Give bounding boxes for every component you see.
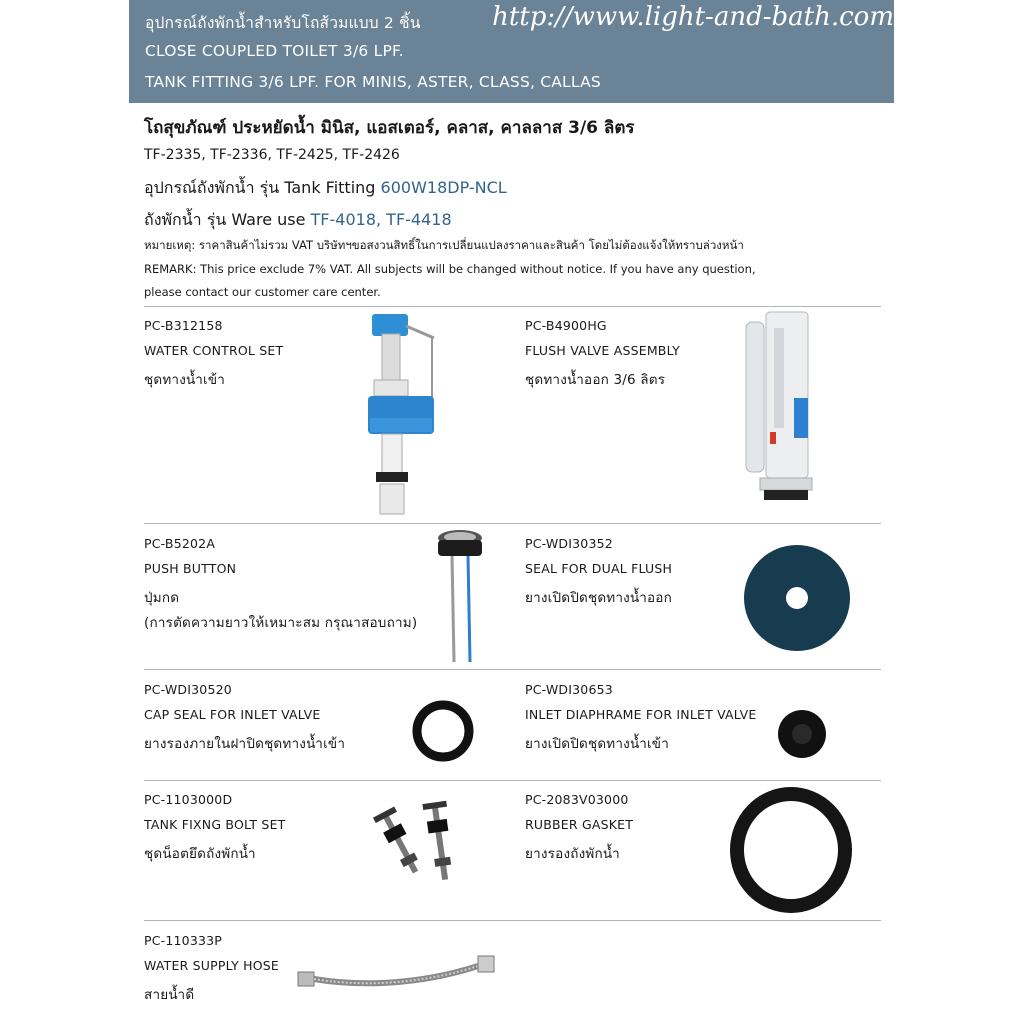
divider [144, 306, 881, 307]
cap-seal-ring-icon [411, 699, 475, 763]
header-subtitle: CLOSE COUPLED TOILET 3/6 LPF. [145, 42, 404, 60]
diaphragm-icon [775, 709, 829, 759]
product-name: TANK FIXNG BOLT SET [144, 817, 286, 832]
product-name: WATER CONTROL SET [144, 343, 284, 358]
tank-fitting-line [144, 176, 507, 201]
product-code: PC-2083V03000 [525, 792, 629, 807]
product-name: WATER SUPPLY HOSE [144, 958, 279, 973]
product-name: SEAL FOR DUAL FLUSH [525, 561, 673, 576]
product-thai-name: ชุดน็อตยึดถังพักน้ำ [144, 846, 256, 862]
product-note: (การตัดความยาวให้เหมาะสม กรุณาสอบถาม) [144, 615, 418, 631]
fill-valve-icon [360, 312, 450, 517]
product-code: PC-B5202A [144, 536, 216, 551]
product-code: PC-WDI30653 [525, 682, 613, 697]
product-thai-name: ยางเปิดปิดชุดทางน้ำออก [525, 590, 672, 606]
website-url[interactable]: http://www.light-and-bath.com [492, 2, 894, 32]
product-code: PC-110333P [144, 933, 223, 948]
divider [144, 523, 881, 524]
product-thai-name: ชุดทางน้ำเข้า [144, 372, 226, 388]
product-thai-name: สายน้ำดี [144, 987, 195, 1003]
bolt-set-icon [370, 798, 470, 884]
product-code: PC-WDI30520 [144, 682, 232, 697]
product-name: INLET DIAPHRAME FOR INLET VALVE [525, 707, 757, 722]
product-name: FLUSH VALVE ASSEMBLY [525, 343, 680, 358]
product-name: CAP SEAL FOR INLET VALVE [144, 707, 321, 722]
divider [144, 920, 881, 921]
remark-english-2: please contact our customer care center. [144, 285, 381, 299]
divider [144, 669, 881, 670]
product-code: PC-1103000D [144, 792, 233, 807]
product-name: PUSH BUTTON [144, 561, 237, 576]
product-code: PC-B312158 [144, 318, 223, 333]
ware-use-line [144, 208, 452, 233]
product-thai-name: ชุดทางน้ำออก 3/6 ลิตร [525, 372, 666, 388]
header-fitting-line: TANK FITTING 3/6 LPF. FOR MINIS, ASTER, CLASS, CALLAS [145, 73, 601, 91]
remark-english-1: REMARK: This price exclude 7% VAT. All subjects will be changed without notice. If you have any question, [144, 262, 756, 276]
product-thai-name: ยางรองภายในฝาปิดชุดทางน้ำเข้า [144, 736, 346, 752]
ware-use-label: ถังพักน้ำ รุ่น Ware use [144, 210, 306, 229]
seal-disc-icon [742, 543, 852, 653]
tank-fitting-label: อุปกรณ์ถังพักน้ำ รุ่น Tank Fitting [144, 178, 376, 197]
divider [144, 780, 881, 781]
product-thai-name: ปุ่มกด [144, 590, 180, 606]
product-thai-name: ยางเปิดปิดชุดทางน้ำเข้า [525, 736, 670, 752]
tank-fitting-code: 600W18DP-NCL [380, 178, 507, 197]
supply-hose-icon [296, 952, 502, 992]
push-button-icon [432, 528, 488, 666]
product-name: RUBBER GASKET [525, 817, 634, 832]
flush-valve-icon [740, 308, 820, 513]
product-thai-name: ยางรองถังพักน้ำ [525, 846, 620, 862]
header-banner [129, 0, 894, 103]
ware-use-codes: TF-4018, TF-4418 [310, 210, 452, 229]
product-code: PC-B4900HG [525, 318, 607, 333]
header-thai-title: อุปกรณ์ถังพักน้ำสำหรับโถส้วมแบบ 2 ชิ้น [145, 14, 421, 32]
model-codes-line: TF-2335, TF-2336, TF-2425, TF-2426 [144, 147, 400, 163]
rubber-gasket-icon [729, 786, 853, 914]
product-code: PC-WDI30352 [525, 536, 613, 551]
thai-models-line: โถสุขภัณฑ์ ประหยัดน้ำ มินิส, แอสเตอร์, คลาส, คาลลาส 3/6 ลิตร [144, 118, 635, 138]
remark-thai: หมายเหตุ: ราคาสินค้าไม่รวม VAT บริษัทฯขอสงวนสิทธิ์ในการเปลี่ยนแปลงราคาและสินค้า โดยไม่ต้องแจ้งให้ทราบล่วงหน้า [144, 238, 744, 252]
